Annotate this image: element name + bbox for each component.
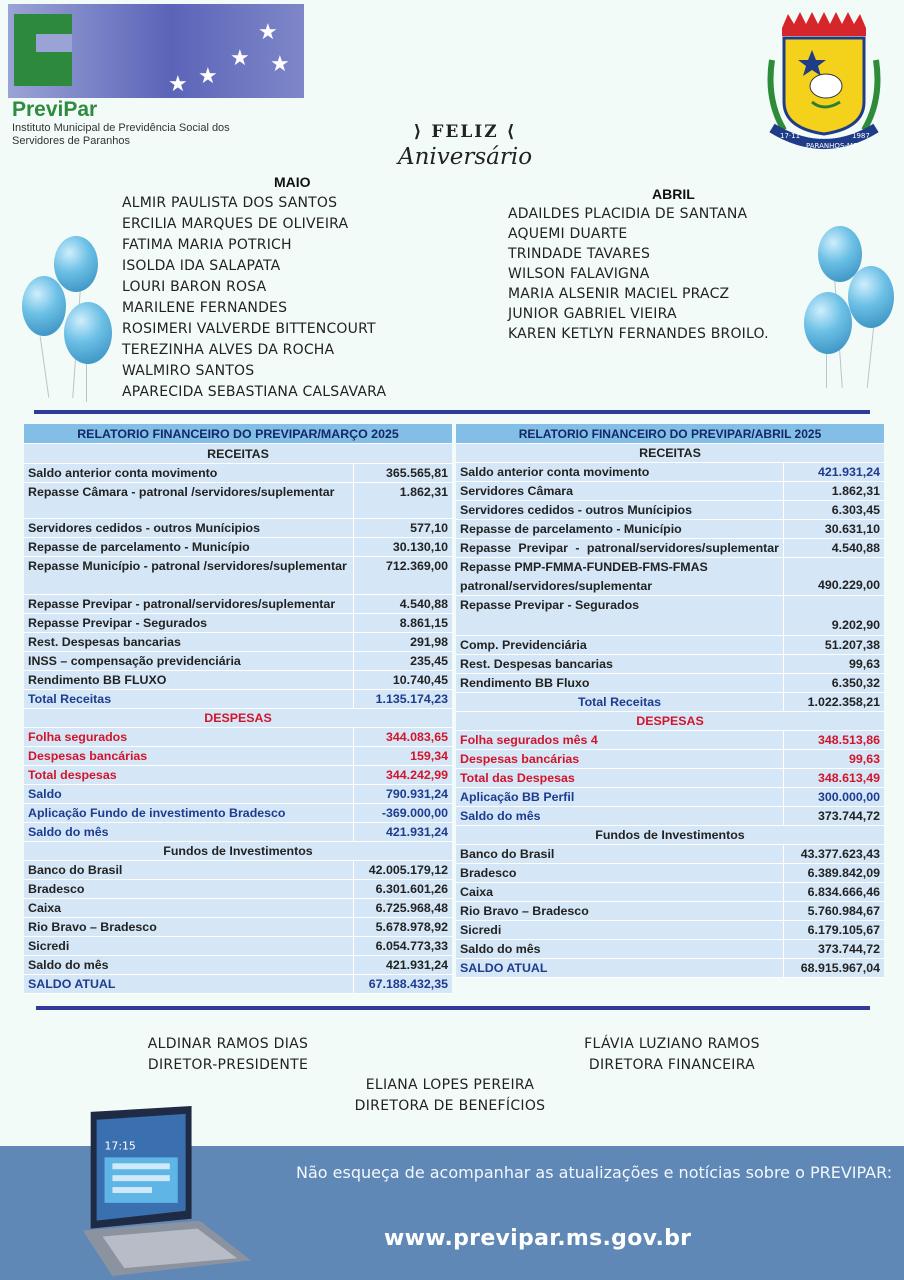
birthday-name: WALMIRO SANTOS: [122, 363, 255, 379]
row-value: -369.000,00: [381, 806, 448, 820]
birthday-name: LOURI BARON ROSA: [122, 279, 267, 295]
table-row: [24, 464, 452, 483]
row-label: Saldo: [24, 785, 354, 803]
row-value: 348.613,49: [817, 771, 880, 785]
row-label: Despesas bancárias: [456, 750, 784, 768]
laptop-icon: [42, 1102, 262, 1280]
footer-message: Não esqueça de acompanhar as atualizações e notícias sobre o PREVIPAR:: [296, 1163, 893, 1182]
benefits-role: DIRETORA DE BENEFÍCIOS: [354, 1098, 546, 1114]
birthday-name: ADAILDES PLACIDIA DE SANTANA: [508, 206, 748, 222]
row-value: 30.130,10: [392, 540, 448, 554]
report-title-april: RELATORIO FINANCEIRO DO PREVIPAR/ABRIL 2025: [456, 424, 884, 444]
report-body-april: [456, 444, 884, 978]
star-icon: ★: [168, 72, 188, 97]
table-row: [456, 902, 884, 921]
logo-subtitle: Instituto Municipal de Previdência Social dos Servidores de Paranhos: [12, 122, 230, 147]
row-label: Rio Bravo – Bradesco: [24, 918, 354, 936]
row-value: 712.369,00: [385, 559, 448, 573]
row-label: Saldo do mês: [456, 940, 784, 958]
crest-text-center: PARANHOS-MS: [806, 142, 858, 150]
birthday-greeting: [390, 122, 540, 170]
logo-green-emblem: [14, 14, 72, 86]
row-label: SALDO ATUAL: [24, 975, 354, 993]
row-label: Comp. Previdenciária: [456, 636, 784, 654]
paranhos-crest: [762, 10, 886, 154]
row-value: 99,63: [848, 657, 880, 671]
report-table-april: [456, 424, 884, 978]
benefits-name: ELIANA LOPES PEREIRA: [365, 1077, 535, 1093]
section-header: Fundos de Investimentos: [24, 842, 452, 861]
row-value: 373.744,72: [817, 942, 880, 956]
report-table-march: [24, 424, 452, 994]
row-label: Sicredi: [24, 937, 354, 955]
row-value: 6.303,45: [831, 503, 880, 517]
row-label: Rendimento BB Fluxo: [456, 674, 784, 692]
crest-text-right: 1987: [852, 132, 870, 140]
row-value: 1.022.358,21: [807, 695, 880, 709]
birthday-name: TRINDADE TAVARES: [508, 246, 651, 262]
row-value: 235,45: [410, 654, 448, 668]
table-row: [24, 633, 452, 652]
birthday-name: ISOLDA IDA SALAPATA: [122, 258, 281, 274]
finance-role: DIRETORA FINANCEIRA: [588, 1057, 756, 1073]
signature-president: [120, 1034, 336, 1076]
table-row: [456, 558, 884, 596]
row-value: 4.540,88: [831, 541, 880, 555]
row-value: 577,10: [410, 521, 448, 535]
birthday-name: ROSIMERI VALVERDE BITTENCOURT: [122, 321, 376, 337]
table-row: [24, 747, 452, 766]
table-row: [24, 956, 452, 975]
table-row: [456, 501, 884, 520]
birthday-name: TEREZINHA ALVES DA ROCHA: [122, 342, 335, 358]
president-name: ALDINAR RAMOS DIAS: [147, 1036, 309, 1052]
row-value: 291,98: [410, 635, 448, 649]
row-value: 344.083,65: [385, 730, 448, 744]
table-row: [456, 674, 884, 693]
row-value: 1.862,31: [831, 484, 880, 498]
row-label: Repasse de parcelamento - Município: [456, 520, 784, 538]
signature-benefits: [330, 1075, 570, 1117]
row-value: 365.565,81: [385, 466, 448, 480]
row-label: Saldo anterior conta movimento: [456, 463, 784, 481]
row-value: 1.135.174,23: [375, 692, 448, 706]
row-value: 43.377.623,43: [800, 847, 880, 861]
row-label: Servidores cedidos - outros Munícipios: [456, 501, 784, 519]
laptop-time: 17:15: [104, 1139, 136, 1153]
birthday-name: ERCILIA MARQUES DE OLIVEIRA: [122, 216, 349, 232]
row-value: 6.179.105,67: [807, 923, 880, 937]
row-label: Rendimento BB FLUXO: [24, 671, 354, 689]
row-value: 348.513,86: [817, 733, 880, 747]
row-label: Total despesas: [24, 766, 354, 784]
row-label: Total das Despesas: [456, 769, 784, 787]
table-row: [24, 557, 452, 595]
row-label: Repasse PMP-FMMA-FUNDEB-FMS-FMAS patronal/servidores/suplementar: [456, 558, 784, 595]
row-label: Folha segurados: [24, 728, 354, 746]
crest-text-left: 17·11: [780, 132, 801, 140]
balloon-string: [826, 352, 827, 388]
table-row: [456, 921, 884, 940]
row-label: Repasse Previpar - patronal/servidores/suplementar: [456, 539, 784, 557]
section-header: RECEITAS: [456, 444, 884, 463]
section-header: DESPESAS: [456, 712, 884, 731]
logo-name: PreviPar: [12, 98, 98, 121]
row-label: Total Receitas: [24, 690, 354, 708]
table-row: [456, 864, 884, 883]
row-value: 300.000,00: [817, 790, 880, 804]
row-value: 30.631,10: [824, 522, 880, 536]
row-label: Servidores Câmara: [456, 482, 784, 500]
row-value: 421.931,24: [385, 958, 448, 972]
row-label: Saldo do mês: [24, 823, 354, 841]
balloon-string: [86, 362, 87, 402]
balloon-icon: [22, 276, 66, 336]
row-value: 421.931,24: [817, 465, 880, 479]
row-value: 5.678.978,92: [375, 920, 448, 934]
section-header: RECEITAS: [24, 444, 452, 464]
table-row: [456, 883, 884, 902]
table-row: [456, 596, 884, 636]
table-row: [24, 804, 452, 823]
row-label: INSS – compensação previdenciária: [24, 652, 354, 670]
section-header: DESPESAS: [24, 709, 452, 728]
row-value: 344.242,99: [385, 768, 448, 782]
table-row: [456, 482, 884, 501]
row-value: 99,63: [848, 752, 880, 766]
may-birthday-list: [122, 193, 386, 403]
birthday-name: KAREN KETLYN FERNANDES BROILO.: [508, 326, 769, 342]
divider-top: [34, 410, 870, 414]
row-label: Repasse Previpar - patronal/servidores/suplementar: [24, 595, 354, 613]
row-label: Aplicação Fundo de investimento Bradesco: [24, 804, 354, 822]
row-label: Bradesco: [24, 880, 354, 898]
website-link[interactable]: www.previpar.ms.gov.br: [384, 1226, 692, 1251]
row-label: SALDO ATUAL: [456, 959, 784, 977]
table-row: [456, 655, 884, 674]
report-title-march: RELATORIO FINANCEIRO DO PREVIPAR/MARÇO 2025: [24, 424, 452, 444]
row-label: Caixa: [24, 899, 354, 917]
table-row: [24, 918, 452, 937]
row-value: 51.207,38: [824, 638, 880, 652]
row-value: 6.054.773,33: [375, 939, 448, 953]
balloon-string: [40, 336, 50, 398]
balloon-icon: [848, 266, 894, 328]
table-row: [24, 614, 452, 633]
birthday-name: ALMIR PAULISTA DOS SANTOS: [122, 195, 338, 211]
row-value: 159,34: [410, 749, 448, 763]
president-role: DIRETOR-PRESIDENTE: [147, 1057, 309, 1073]
row-value: 67.188.432,35: [368, 977, 448, 991]
table-row: [24, 690, 452, 709]
table-row: [456, 750, 884, 769]
signature-finance: [560, 1034, 784, 1076]
table-row: [24, 785, 452, 804]
row-label: Aplicação BB Perfil: [456, 788, 784, 806]
row-value: 5.760.984,67: [807, 904, 880, 918]
table-row: [456, 845, 884, 864]
row-label: Banco do Brasil: [24, 861, 354, 879]
birthday-name: MARILENE FERNANDES: [122, 300, 288, 316]
birthday-name: FATIMA MARIA POTRICH: [122, 237, 292, 253]
birthday-name: APARECIDA SEBASTIANA CALSAVARA: [122, 384, 387, 400]
section-header: Fundos de Investimentos: [456, 826, 884, 845]
finance-name: FLÁVIA LUZIANO RAMOS: [584, 1036, 760, 1052]
row-value: 6.301.601,26: [375, 882, 448, 896]
row-label: Servidores cedidos - outros Munícipios: [24, 519, 354, 537]
table-row: [456, 520, 884, 539]
star-icon: ★: [258, 20, 278, 45]
table-row: [24, 975, 452, 994]
table-row: [24, 766, 452, 785]
table-row: [24, 483, 452, 519]
row-value: 42.005.179,12: [368, 863, 448, 877]
row-value: 8.861,15: [399, 616, 448, 630]
row-value: 373.744,72: [817, 809, 880, 823]
star-icon: ★: [198, 64, 218, 89]
row-value: 4.540,88: [399, 597, 448, 611]
star-icon: ★: [270, 52, 290, 77]
row-label: Rest. Despesas bancarias: [456, 655, 784, 673]
row-value: 1.862,31: [399, 485, 448, 499]
table-row: [24, 861, 452, 880]
table-row: [456, 539, 884, 558]
row-value: 68.915.967,04: [800, 961, 880, 975]
table-row: [24, 671, 452, 690]
row-label: Repasse Câmara - patronal /servidores/suplementar: [24, 483, 354, 518]
row-label: Repasse de parcelamento - Município: [24, 538, 354, 556]
row-label: Repasse Previpar - Segurados: [456, 596, 784, 635]
row-value: 490.229,00: [817, 578, 880, 592]
table-row: [24, 728, 452, 747]
balloon-icon: [54, 236, 98, 292]
greeting-feliz: ⟩ FELIZ ⟨: [413, 122, 517, 142]
table-row: [24, 519, 452, 538]
row-value: 790.931,24: [385, 787, 448, 801]
balloon-icon: [64, 302, 112, 364]
row-label: Sicredi: [456, 921, 784, 939]
table-row: [456, 807, 884, 826]
star-icon: ★: [230, 46, 250, 71]
row-value: 421.931,24: [385, 825, 448, 839]
table-row: [456, 959, 884, 978]
table-row: [24, 899, 452, 918]
row-label: Repasse Previpar - Segurados: [24, 614, 354, 632]
april-title: ABRIL: [652, 186, 695, 202]
row-label: Rio Bravo – Bradesco: [456, 902, 784, 920]
row-value: 6.350,32: [831, 676, 880, 690]
table-row: [24, 538, 452, 557]
table-row: [24, 823, 452, 842]
row-value: 6.834.666,46: [807, 885, 880, 899]
table-row: [456, 769, 884, 788]
row-label: Saldo do mês: [456, 807, 784, 825]
table-row: [456, 693, 884, 712]
divider-bottom: [36, 1006, 870, 1010]
balloon-string: [867, 326, 874, 388]
row-label: Total Receitas: [456, 693, 784, 711]
row-label: Folha segurados mês 4: [456, 731, 784, 749]
previpar-logo-graphic: [8, 4, 304, 98]
row-value: 6.389.842,09: [807, 866, 880, 880]
table-row: [24, 595, 452, 614]
row-label: Banco do Brasil: [456, 845, 784, 863]
birthday-name: WILSON FALAVIGNA: [508, 266, 650, 282]
table-row: [24, 880, 452, 899]
row-label: Rest. Despesas bancarias: [24, 633, 354, 651]
row-value: 10.740,45: [392, 673, 448, 687]
row-label: Saldo do mês: [24, 956, 354, 974]
table-row: [456, 940, 884, 959]
table-row: [24, 937, 452, 956]
table-row: [456, 636, 884, 655]
row-label: Caixa: [456, 883, 784, 901]
row-label: Repasse Município - patronal /servidores/suplementar: [24, 557, 354, 594]
may-title: MAIO: [274, 174, 311, 190]
table-row: [456, 731, 884, 750]
balloon-icon: [804, 292, 852, 354]
row-value: 6.725.968,48: [375, 901, 448, 915]
row-label: Saldo anterior conta movimento: [24, 464, 354, 482]
birthday-name: JUNIOR GABRIEL VIEIRA: [508, 306, 677, 322]
april-birthday-list: [508, 204, 769, 344]
row-label: Despesas bancárias: [24, 747, 354, 765]
birthday-name: MARIA ALSENIR MACIEL PRACZ: [508, 286, 730, 302]
table-row: [456, 788, 884, 807]
report-body-march: [24, 444, 452, 994]
row-label: Bradesco: [456, 864, 784, 882]
greeting-aniversario: Aniversário: [397, 144, 533, 170]
table-row: [456, 463, 884, 482]
row-value: 9.202,90: [831, 618, 880, 632]
birthday-name: AQUEMI DUARTE: [508, 226, 628, 242]
table-row: [24, 652, 452, 671]
